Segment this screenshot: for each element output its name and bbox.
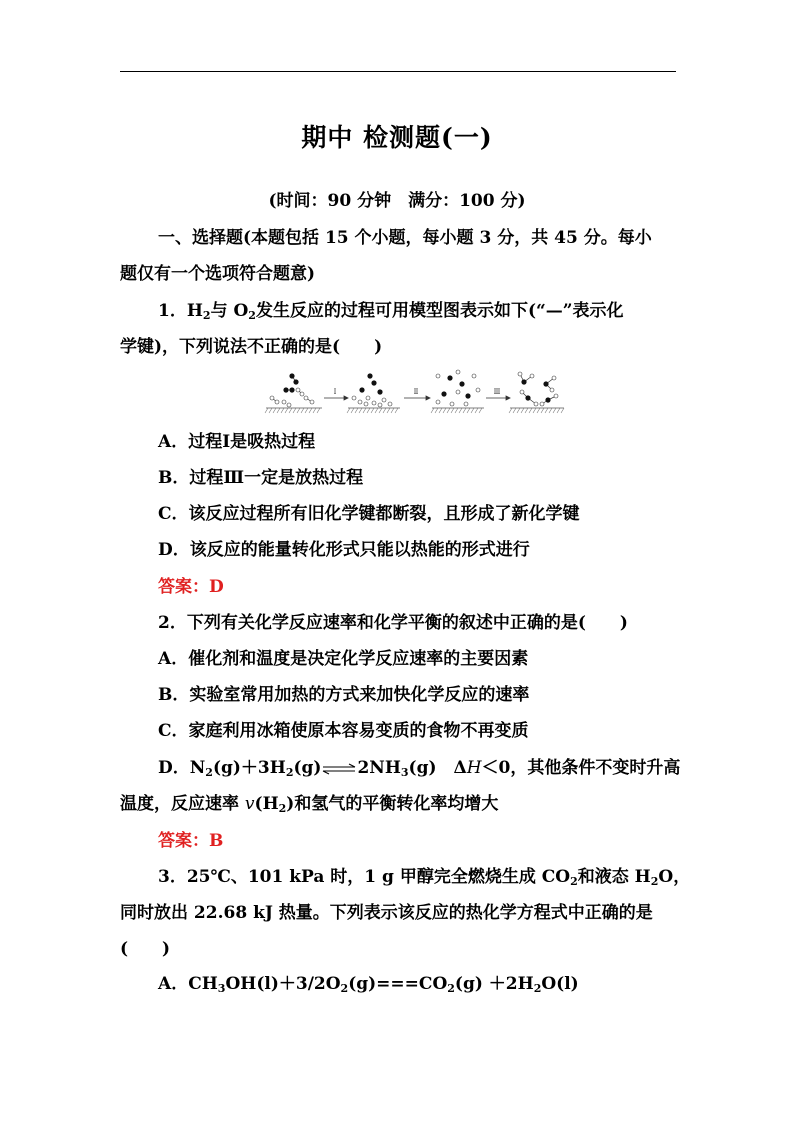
page-title: 期中 检测题(一) bbox=[301, 123, 493, 152]
q3-stem-line1 bbox=[158, 866, 690, 888]
q2d-text: (g) bbox=[293, 758, 322, 778]
q1-text: H bbox=[186, 301, 203, 321]
q3-text: O， bbox=[658, 867, 691, 887]
q1-stem-line1 bbox=[158, 300, 624, 322]
q2d-text: D．N bbox=[158, 758, 206, 778]
header-rule bbox=[120, 71, 676, 72]
q3a-sub: 2 bbox=[447, 982, 455, 995]
q2-option-b: B．实验室常用加热的方式来加快化学反应的速率 bbox=[158, 685, 530, 705]
q2d-text: (g) Δ bbox=[408, 758, 467, 778]
q1-option-b: B．过程Ⅲ一定是放热过程 bbox=[158, 468, 364, 488]
answer-label: 答案： bbox=[158, 577, 209, 597]
q3-option-a bbox=[158, 973, 579, 995]
q3-sub: 2 bbox=[650, 875, 659, 888]
equilibrium-arrow-icon bbox=[321, 763, 357, 775]
q3a-text: A．CH bbox=[158, 974, 218, 994]
q1-number: 1． bbox=[158, 301, 187, 321]
q2d-sub: 2 bbox=[285, 766, 294, 779]
section-head: 一、选择题 bbox=[158, 228, 243, 248]
section-heading bbox=[158, 227, 652, 249]
q2-option-d-line1 bbox=[158, 757, 680, 779]
q1-sub: 2 bbox=[248, 309, 256, 322]
q2-stem: 2．下列有关化学反应速率和化学平衡的叙述中正确的是( ) bbox=[158, 613, 628, 633]
q3-text: 和液态 H bbox=[577, 867, 651, 887]
q1-stem-line2: 学键)，下列说法不正确的是( ) bbox=[120, 337, 383, 357]
q2-option-c: C．家庭利用冰箱使原本容易变质的食物不再变质 bbox=[158, 721, 529, 741]
reaction-model-figure bbox=[262, 368, 568, 418]
q1-option-c: C．该反应过程所有旧化学键都断裂，且形成了新化学键 bbox=[158, 504, 580, 524]
q2-answer bbox=[158, 830, 223, 852]
q3-sub: 2 bbox=[570, 875, 578, 888]
section-desc-1: (本题包括 15 个小题，每小题 3 分，共 45 分。每小 bbox=[243, 228, 652, 248]
section-desc-2: 题仅有一个选项符合题意) bbox=[120, 264, 316, 284]
q2d-text: (H bbox=[254, 794, 279, 814]
q3a-text: (g)===CO bbox=[348, 974, 448, 994]
q2d-sub: 2 bbox=[205, 766, 213, 779]
q1-text: 与 O bbox=[210, 301, 249, 321]
q2d-rate-symbol: v bbox=[244, 794, 255, 814]
q3a-text: O(l) bbox=[541, 974, 579, 994]
q2d-text: )和氢气的平衡转化率均增大 bbox=[286, 794, 499, 814]
q3a-sub: 3 bbox=[217, 982, 226, 995]
q2-option-a: A．催化剂和温度是决定化学反应速率的主要因素 bbox=[158, 649, 529, 669]
q1-option-d: D．该反应的能量转化形式只能以热能的形式进行 bbox=[158, 540, 530, 560]
q3-stem-line2: 同时放出 22.68 kJ 热量。下列表示该反应的热化学方程式中正确的是 bbox=[120, 903, 653, 923]
answer-value: B bbox=[209, 831, 224, 851]
q1-option-a: A．过程Ⅰ是吸热过程 bbox=[158, 432, 316, 452]
q2d-text: ＜0，其他条件不变时升高 bbox=[481, 758, 681, 778]
step-label-3: Ⅲ bbox=[493, 388, 501, 396]
exam-meta: (时间：90 分钟 满分：100 分) bbox=[268, 191, 526, 211]
q3-stem-line3: ( ) bbox=[120, 939, 171, 959]
q1-text: 发生反应的过程可用模型图表示如下(“—”表示化 bbox=[255, 301, 624, 321]
step-label-2: Ⅱ bbox=[413, 388, 419, 396]
q2d-text: 温度，反应速率 bbox=[120, 794, 245, 814]
q1-answer bbox=[158, 576, 224, 598]
q2-option-d-line2 bbox=[120, 793, 498, 815]
step-label-1: Ⅰ bbox=[333, 388, 337, 396]
answer-label: 答案： bbox=[158, 831, 209, 851]
q2d-enthalpy-symbol: H bbox=[466, 758, 482, 778]
q1-sub: 2 bbox=[202, 309, 211, 322]
q2d-text: (g)＋3H bbox=[212, 758, 286, 778]
q3a-sub: 2 bbox=[340, 982, 349, 995]
q2d-sub: 2 bbox=[278, 802, 287, 815]
q3a-sub: 2 bbox=[533, 982, 542, 995]
q2d-text: 2NH bbox=[357, 758, 401, 778]
q3a-text: OH(l)＋3/2O bbox=[225, 974, 341, 994]
answer-value: D bbox=[209, 577, 224, 597]
q3a-text: (g) ＋2H bbox=[454, 974, 534, 994]
q2d-sub: 3 bbox=[400, 766, 409, 779]
q3-text: 3．25℃、101 kPa 时，1 g 甲醇完全燃烧生成 CO bbox=[158, 867, 571, 887]
